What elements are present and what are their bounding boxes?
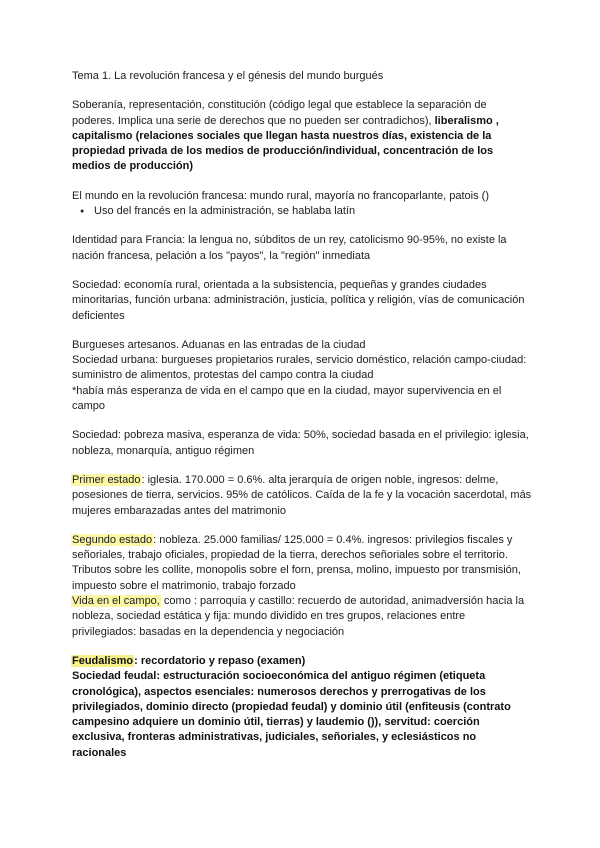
paragraph-mundo-rural: El mundo en la revolución francesa: mundo rural, mayoría no francoparlante, patois ()	[72, 189, 489, 202]
paragraph-sociedad-urbana: Sociedad urbana: burgueses propietarios rurales, servicio doméstico, relación campo-ciudad: suministro de alimentos, protestas del campo contra la ciudad	[72, 354, 527, 382]
paragraph-pobreza: Sociedad: pobreza masiva, esperanza de vida: 50%, sociedad basada en el privilegio: iglesia, nobleza, monarquía, antiguo régimen	[72, 429, 529, 457]
highlight-feudalismo: Feudalismo	[72, 654, 134, 667]
segundo-estado-text: : nobleza. 25.000 familias/ 125.000 = 0.4%. ingresos: privilegios fiscales y señoriales, trabajo oficiales, propiedad de la tierra, derechos señoriales sobre el territorio. Tributos sobre les collite, monopolis sobre el forn, prensa, molino, impuesto por transmisión, impuesto sobre el matrimonio, trabajo forzado	[72, 533, 521, 592]
paragraph-burgueses: Burgueses artesanos. Aduanas en las entradas de la ciudad	[72, 338, 366, 351]
vida-campo-text: como : parroquia y castillo: recuerdo de autoridad, animadversión hacia la nobleza, sociedad estática y fija: mundo dividido en tres grupos, relaciones entre privilegiados: basadas en la dependencia y negociación	[72, 595, 525, 638]
feudalismo-text: : recordatorio y repaso (examen)	[134, 654, 306, 667]
paragraph-sociedad-feudal	[72, 669, 532, 761]
paragraph-segundo-estado	[72, 533, 532, 594]
bullet-item: ● Uso del francés en la administración, se hablaba latín	[94, 204, 532, 219]
paragraph-esperanza-campo: *había más esperanza de vida en el campo que en la ciudad, mayor supervivencia en el campo	[72, 384, 502, 413]
highlight-segundo-estado: Segundo estado	[72, 533, 153, 546]
paragraph-soberania	[72, 98, 532, 174]
bullet-list	[72, 204, 532, 219]
paragraph-identidad: Identidad para Francia: la lengua no, súbditos de un rey, catolicismo 90-95%, no existe la nación francesa, pelación a los "payos", la "región" inmediata	[72, 234, 507, 262]
highlight-primer-estado: Primer estado	[72, 473, 141, 486]
paragraph-primer-estado	[72, 473, 532, 519]
document-page	[72, 69, 532, 761]
paragraph-vida-campo	[72, 594, 532, 640]
paragraph-sociedad-rural: Sociedad: economía rural, orientada a la subsistencia, pequeñas y grandes ciudades minoritarias, función urbana: administración, justicia, política y religión, vías de comunicación deficientes	[72, 278, 525, 322]
sociedad-feudal-text: Sociedad feudal: estructuración socioeconómica del antiguo régimen (etiqueta cronológica), aspectos esenciales: numerosos derechos y prerrogativas de los privilegiados, dominio directo (propiedad feudal) y dominio útil (enfiteusis (contrato campesino adquiere un dominio útil, tierras) y laudemio ()), servitud: coerción exclusiva, fronteras administrativas, judiciales, señoriales, y eclesiásticos no racionales	[72, 670, 511, 759]
paragraph-soberania-bold: liberalismo , capitalismo (relaciones sociales que llegan hasta nuestros días, existencia de la propiedad privada de los medios de producción/individual, concentración de los medios de producción)	[72, 114, 499, 173]
primer-estado-text: : iglesia. 170.000 = 0.6%. alta jerarquía de origen noble, ingresos: delme, posesiones de tierra, servicios. 95% de católicos. Caída de la fe y la vocación sacerdotal, más mujeres embarazadas antes del matrimonio	[72, 473, 532, 517]
paragraph-feudalismo	[72, 654, 532, 669]
paragraph-soberania-text: Soberanía, representación, constitución (código legal que establece la separación de poderes. Implica una serie de derechos que no pueden ser contradichos),	[72, 99, 487, 127]
doc-title: Tema 1. La revolución francesa y el génesis del mundo burgués	[72, 70, 384, 82]
highlight-vida-campo: Vida en el campo,	[72, 595, 160, 608]
